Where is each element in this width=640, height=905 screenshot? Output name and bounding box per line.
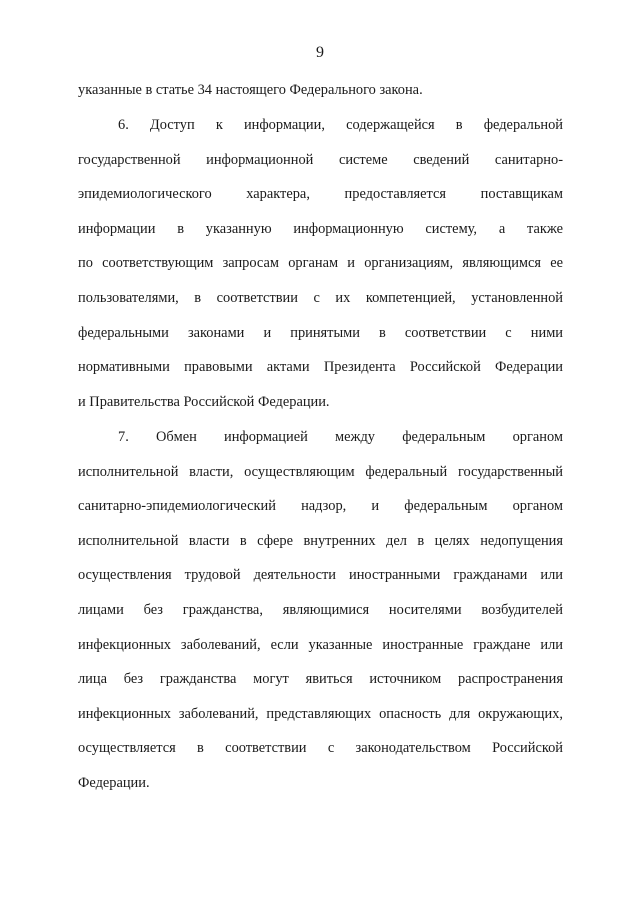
text-line: нормативными правовыми актами Президента Российской Федерации bbox=[78, 359, 563, 376]
text-line: федеральными законами и принятыми в соответствии с ними bbox=[78, 324, 563, 341]
text-line: 6. Доступ к информации, содержащейся в федеральной bbox=[118, 117, 563, 133]
text-line: Федерации. bbox=[78, 774, 150, 791]
text-line: информации в указанную информационную систему, а также bbox=[78, 220, 563, 237]
page-number: 9 bbox=[316, 44, 324, 61]
continuation-text bbox=[78, 80, 563, 115]
paragraph-6 bbox=[78, 115, 563, 426]
text-line: осуществляется в соответствии с законодательством Российской bbox=[78, 740, 563, 757]
text-line: исполнительной власти в сфере внутренних дел в целях недопущения bbox=[78, 532, 563, 549]
text-line: лица без гражданства могут явиться источником распространения bbox=[78, 671, 563, 688]
text-line: государственной информационной системе сведений санитарно- bbox=[78, 151, 563, 168]
text-line: эпидемиологического характера, предоставляется поставщикам bbox=[78, 186, 563, 203]
text-line: по соответствующим запросам органам и организациям, являющимся ее bbox=[78, 255, 563, 272]
text-line: пользователями, в соответствии с их компетенцией, установленной bbox=[78, 289, 563, 306]
text-line: инфекционных заболеваний, если указанные иностранные граждане или bbox=[78, 636, 563, 653]
text-line: инфекционных заболеваний, представляющих опасность для окружающих, bbox=[78, 705, 563, 722]
text-line: 7. Обмен информацией между федеральным органом bbox=[118, 429, 563, 445]
paragraph-7 bbox=[78, 427, 563, 808]
text-line: исполнительной власти, осуществляющим федеральный государственный bbox=[78, 463, 563, 480]
text-line: лицами без гражданства, являющимися носителями возбудителей bbox=[78, 601, 563, 618]
text-line: и Правительства Российской Федерации. bbox=[78, 393, 330, 410]
text-line: санитарно-эпидемиологический надзор, и федеральным органом bbox=[78, 498, 563, 515]
text-line: указанные в статье 34 настоящего Федерального закона. bbox=[78, 82, 423, 98]
text-line: осуществления трудовой деятельности иностранными гражданами или bbox=[78, 567, 563, 584]
